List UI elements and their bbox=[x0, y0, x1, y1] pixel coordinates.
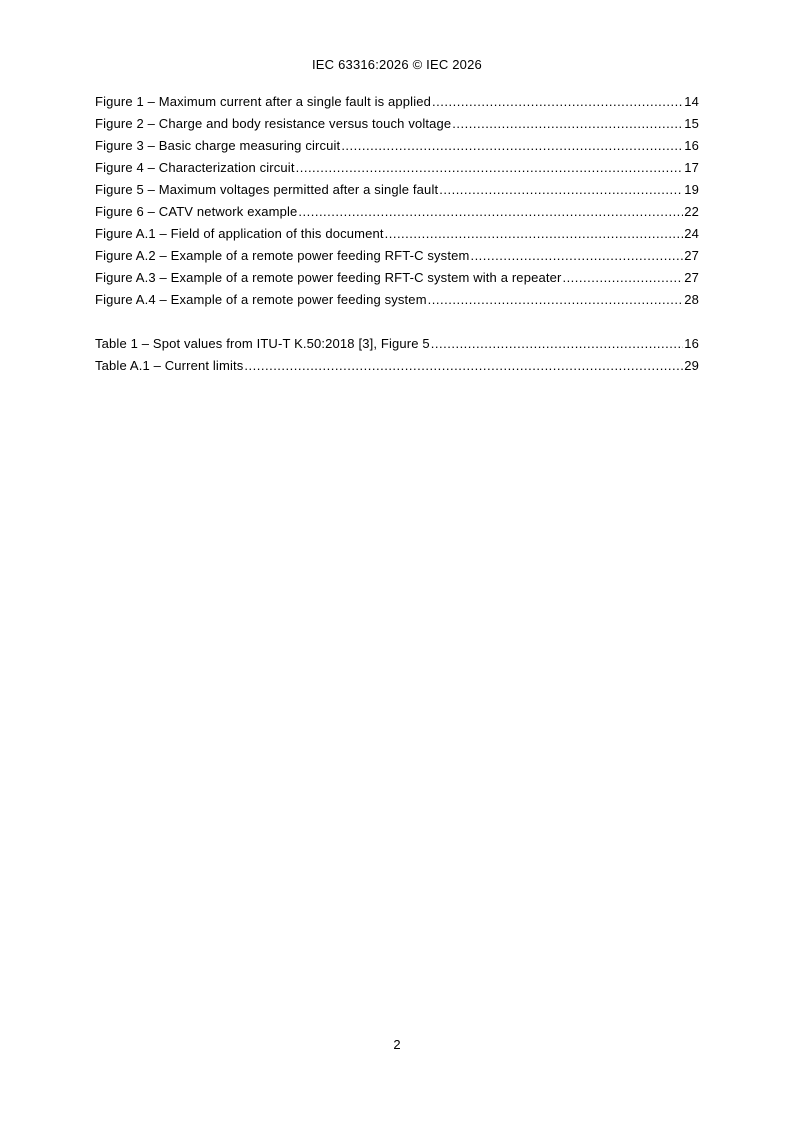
toc-entry-title: Table 1 – Spot values from ITU-T K.50:2018 [3], Figure 5 bbox=[95, 336, 430, 351]
toc-entry-page: 29 bbox=[684, 358, 699, 373]
toc-entry-page: 19 bbox=[684, 182, 699, 197]
list-of-tables bbox=[95, 336, 699, 380]
dot-leader bbox=[385, 226, 684, 242]
toc-entry-figure-a4[interactable] bbox=[95, 292, 699, 314]
toc-entry-title: Table A.1 – Current limits bbox=[95, 358, 244, 373]
toc-entry-figure-2[interactable] bbox=[95, 116, 699, 138]
dot-leader bbox=[298, 204, 683, 220]
toc-entry-table-1[interactable] bbox=[95, 336, 699, 358]
toc-entry-title: Figure 2 – Charge and body resistance versus touch voltage bbox=[95, 116, 452, 131]
toc-entry-page: 22 bbox=[684, 204, 699, 219]
toc-entry-page: 24 bbox=[684, 226, 699, 241]
toc-entry-page: 15 bbox=[684, 116, 699, 131]
toc-entry-page: 14 bbox=[684, 94, 699, 109]
toc-entry-figure-a3[interactable] bbox=[95, 270, 699, 292]
page-number: 2 bbox=[393, 1037, 401, 1052]
toc-entry-title: Figure A.2 – Example of a remote power feeding RFT-C system bbox=[95, 248, 470, 263]
dot-leader bbox=[470, 248, 683, 264]
toc-entry-title: Figure A.3 – Example of a remote power feeding RFT-C system with a repeater bbox=[95, 270, 562, 285]
toc-entry-figure-6[interactable] bbox=[95, 204, 699, 226]
dot-leader bbox=[439, 182, 683, 198]
toc-entry-page: 27 bbox=[684, 270, 699, 285]
toc-entry-title: Figure A.1 – Field of application of this document bbox=[95, 226, 384, 241]
dot-leader bbox=[452, 116, 683, 132]
dot-leader bbox=[431, 336, 683, 352]
dot-leader bbox=[432, 94, 683, 110]
toc-entry-title: Figure 4 – Characterization circuit bbox=[95, 160, 295, 175]
toc-entry-page: 16 bbox=[684, 336, 699, 351]
toc-entry-page: 16 bbox=[684, 138, 699, 153]
toc-entry-figure-3[interactable] bbox=[95, 138, 699, 160]
toc-entry-page: 27 bbox=[684, 248, 699, 263]
toc-entry-title: Figure A.4 – Example of a remote power feeding system bbox=[95, 292, 427, 307]
toc-entry-page: 17 bbox=[684, 160, 699, 175]
dot-leader bbox=[341, 138, 683, 154]
toc-entry-page: 28 bbox=[684, 292, 699, 307]
dot-leader bbox=[562, 270, 683, 286]
dot-leader bbox=[296, 160, 684, 176]
toc-entry-title: Figure 5 – Maximum voltages permitted after a single fault bbox=[95, 182, 439, 197]
toc-entry-title: Figure 3 – Basic charge measuring circuit bbox=[95, 138, 341, 153]
toc-entry-table-a1[interactable] bbox=[95, 358, 699, 380]
toc-entry-title: Figure 1 – Maximum current after a single fault is applied bbox=[95, 94, 432, 109]
dot-leader bbox=[428, 292, 684, 308]
list-of-figures bbox=[95, 94, 699, 314]
toc-entry-figure-a2[interactable] bbox=[95, 248, 699, 270]
toc-entry-title: Figure 6 – CATV network example bbox=[95, 204, 298, 219]
dot-leader bbox=[244, 358, 683, 374]
toc-entry-figure-4[interactable] bbox=[95, 160, 699, 182]
toc-entry-figure-a1[interactable] bbox=[95, 226, 699, 248]
toc-entry-figure-5[interactable] bbox=[95, 182, 699, 204]
page-header: IEC 63316:2026 © IEC 2026 bbox=[312, 57, 482, 72]
toc-entry-figure-1[interactable] bbox=[95, 94, 699, 116]
